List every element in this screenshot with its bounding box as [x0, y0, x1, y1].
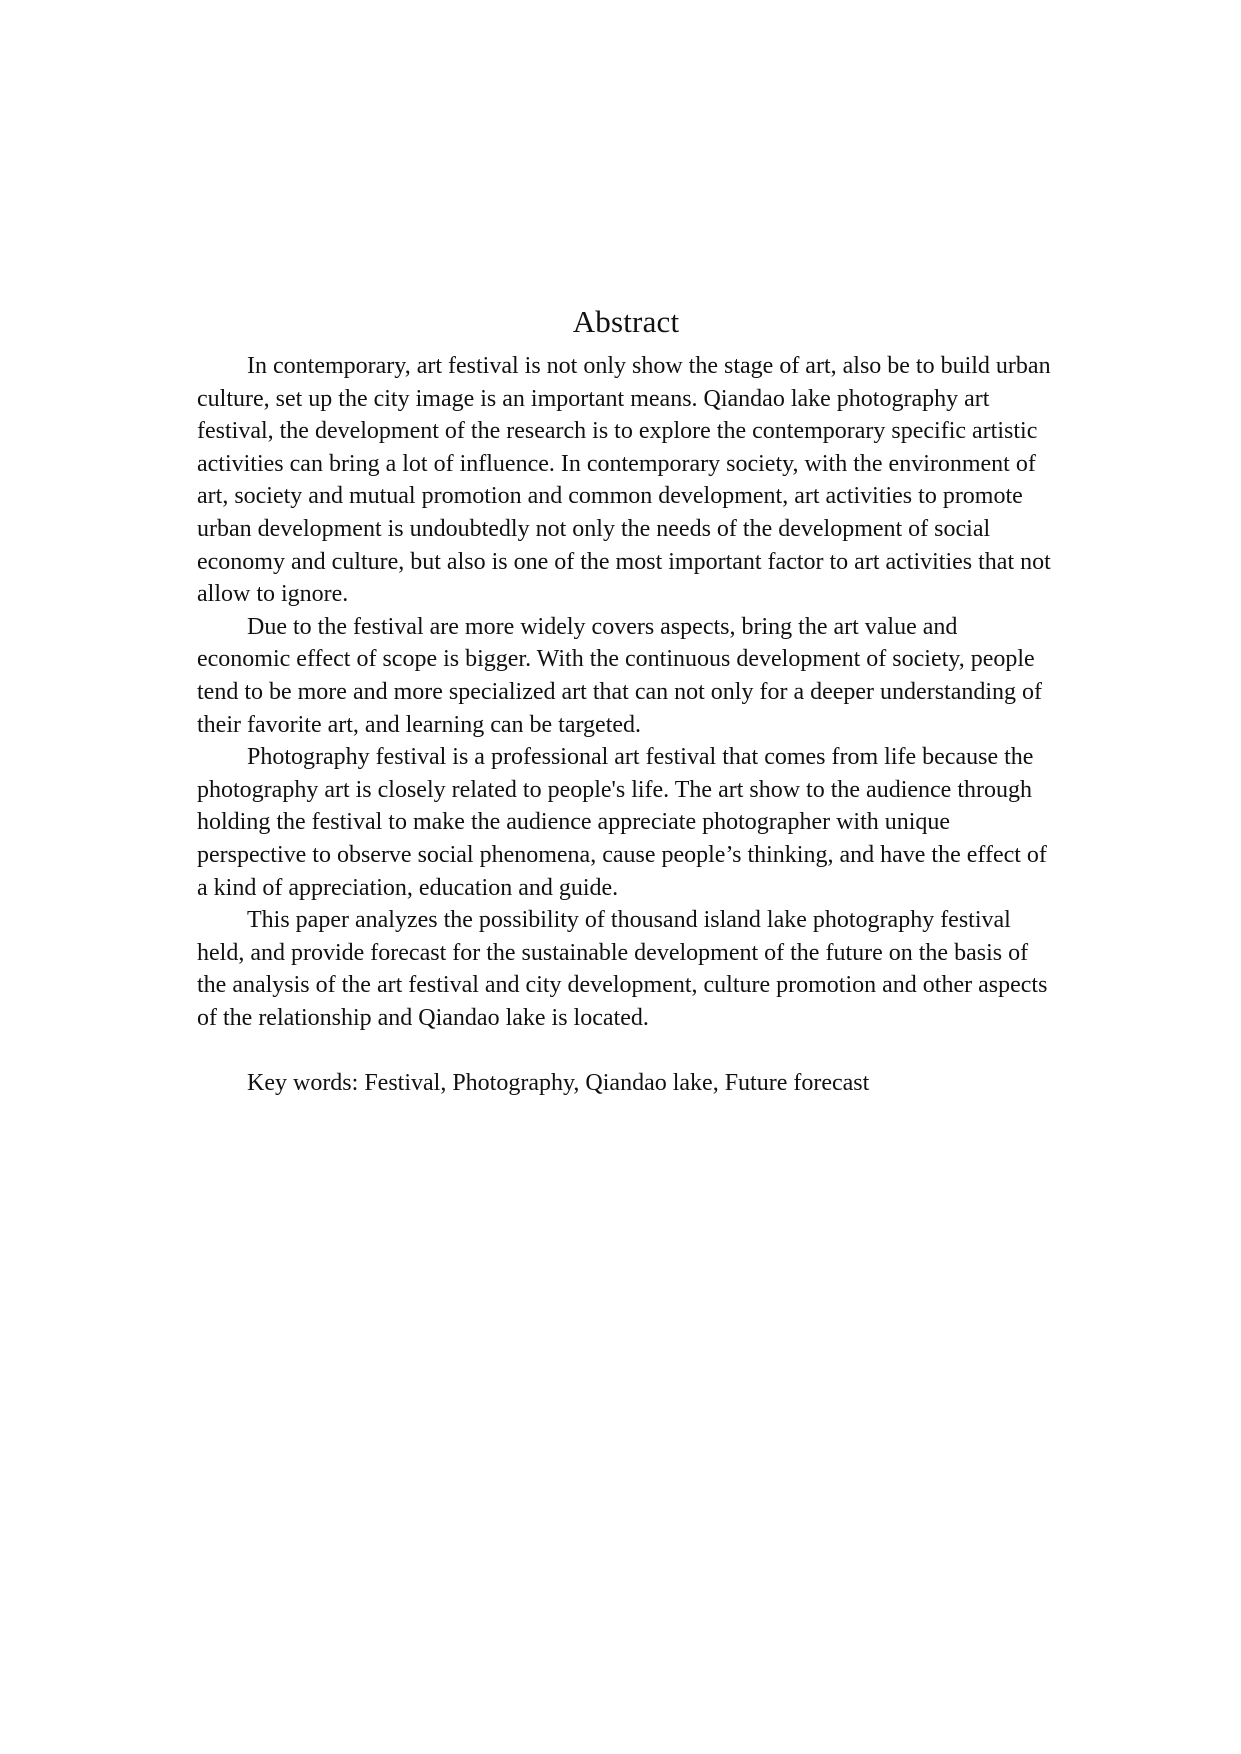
keywords-line: Key words: Festival, Photography, Qiandao lake, Future forecast	[247, 1070, 870, 1097]
abstract-paragraph-1: In contemporary, art festival is not only show the stage of art, also be to build urban culture, set up the city image is an important means. Qiandao lake photography art festival, the development of the research is to explore the contemporary specific artistic activities can bring a lot of influence. In contemporary society, with the environment of art, society and mutual promotion and common development, art activities to promote urban development is undoubtedly not only the needs of the development of social economy and culture, but also is one of the most important factor to art activities that not allow to ignore.	[197, 353, 1051, 608]
abstract-section	[197, 300, 1055, 1100]
abstract-paragraph-4: This paper analyzes the possibility of thousand island lake photography festival held, and provide forecast for the sustainable development of the future on the basis of the analysis of the art festival and city development, culture promotion and other aspects of the relationship and Qiandao lake is located.	[197, 907, 1048, 1031]
abstract-paragraph-2: Due to the festival are more widely covers aspects, bring the art value and economic effect of scope is bigger. With the continuous development of society, people tend to be more and more specialized art that can not only for a deeper understanding of their favorite art, and learning can be targeted.	[197, 613, 1043, 738]
abstract-paragraph-3: Photography festival is a professional art festival that comes from life because the photography art is closely related to people's life. The art show to the audience through holding the festival to make the audience appreciate photographer with unique perspective to observe social phenomena, cause people’s thinking, and have the effect of a kind of appreciation, education and guide.	[197, 744, 1047, 901]
abstract-title: Abstract	[572, 304, 680, 339]
